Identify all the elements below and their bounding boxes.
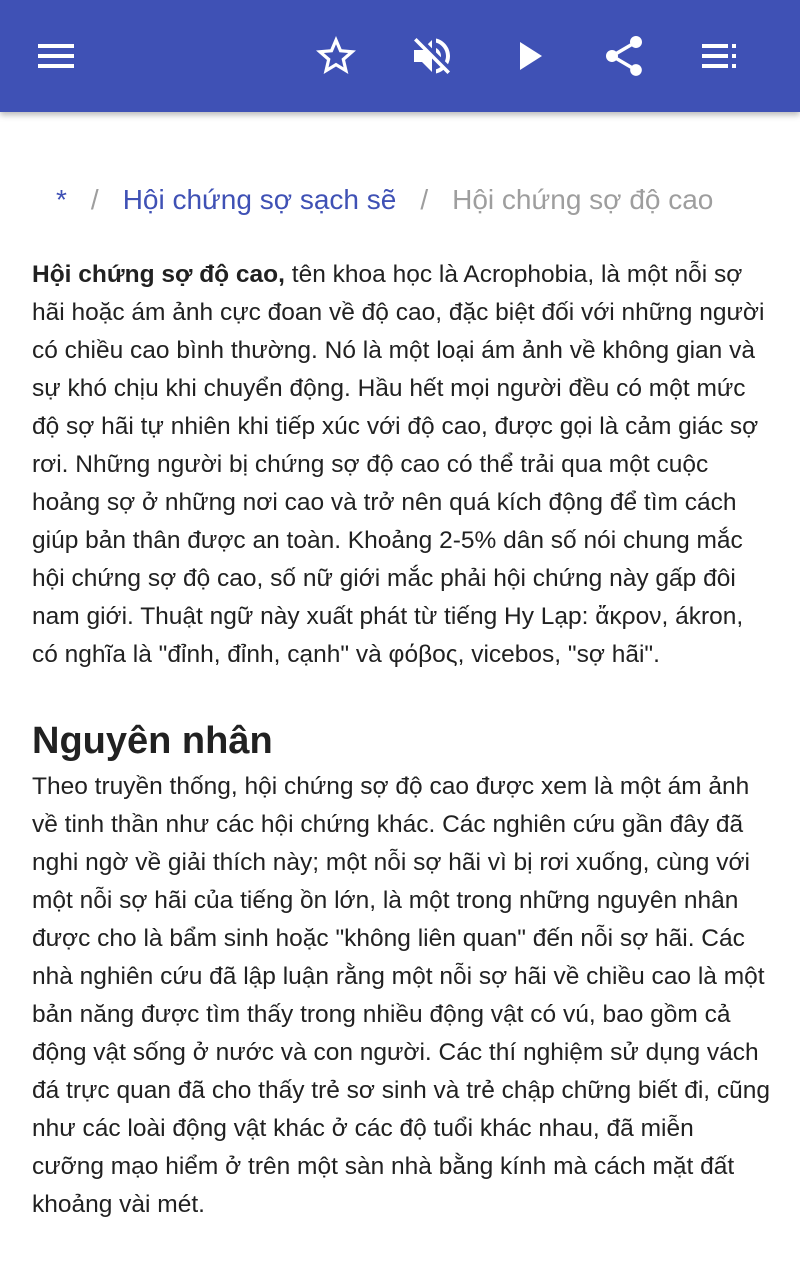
section-text-causes: Theo truyền thống, hội chứng sợ độ cao được xem là một ám ảnh về tinh thần như các hội chứng khác. Các nghiên cứu gần đây đã nghi ngờ về giải thích này; một nỗi sợ hãi vì bị rơi xuống, cùng với một nỗi sợ hãi của tiếng ồn lớn, là một trong những nguyên nhân được cho là bẩm sinh hoặc "không liên quan" đến nỗi sợ hãi. Các nhà nghiên cứu đã lập luận rằng một nỗi sợ hãi về chiều cao là một bản năng được tìm thấy trong nhiều động vật có vú, bao gồm cả động vật sống ở nước và con người. Các thí nghiệm sử dụng vách đá trực quan đã cho thấy trẻ sơ sinh và trẻ chập chững biết đi, cũng như các loài động vật khác ở các độ tuổi khác nhau, đã miễn cưỡng mạo hiểm ở trên một sàn nhà bằng kính mà cách mặt đất khoảng vài mét.	[32, 773, 771, 1218]
star-icon[interactable]	[312, 32, 360, 80]
breadcrumb-home-link[interactable]: *	[56, 184, 67, 215]
breadcrumb	[56, 180, 713, 220]
section-title-causes: Nguyên nhân	[32, 720, 273, 762]
breadcrumb-current: Hội chứng sợ độ cao	[452, 184, 714, 215]
article-term: Hội chứng sợ độ cao,	[32, 261, 285, 288]
article-intro	[32, 256, 772, 674]
breadcrumb-parent-link[interactable]: Hội chứng sợ sạch sẽ	[122, 184, 397, 215]
article-content	[32, 256, 772, 1224]
volume-off-icon[interactable]	[408, 32, 456, 80]
app-toolbar	[0, 0, 800, 112]
breadcrumb-separator: /	[90, 184, 99, 215]
share-icon[interactable]	[600, 32, 648, 80]
menu-icon[interactable]	[32, 32, 80, 80]
breadcrumb-separator: /	[420, 184, 429, 215]
article-intro-text: tên khoa học là Acrophobia, là một nỗi sợ hãi hoặc ám ảnh cực đoan về độ cao, đặc biệt đối với những người có chiều cao bình thường. Nó là một loại ám ảnh về không gian và sự khó chịu khi chuyển động. Hầu hết mọi người đều có một mức độ sợ hãi tự nhiên khi tiếp xúc với độ cao, được gọi là cảm giác sợ rơi. Những người bị chứng sợ độ cao có thể trải qua một cuộc hoảng sợ ở những nơi cao và trở nên quá kích động để tìm cách giúp bản thân được an toàn. Khoảng 2-5% dân số nói chung mắc hội chứng sợ độ cao, số nữ giới mắc phải hội chứng này gấp đôi nam giới. Thuật ngữ này xuất phát từ tiếng Hy Lạp: ἄκρον, ákron, có nghĩa là "đỉnh, đỉnh, cạnh" và φόβος, vicebos, "sợ hãi".	[32, 261, 765, 668]
play-icon[interactable]	[504, 32, 552, 80]
playlist-icon[interactable]	[696, 32, 744, 80]
